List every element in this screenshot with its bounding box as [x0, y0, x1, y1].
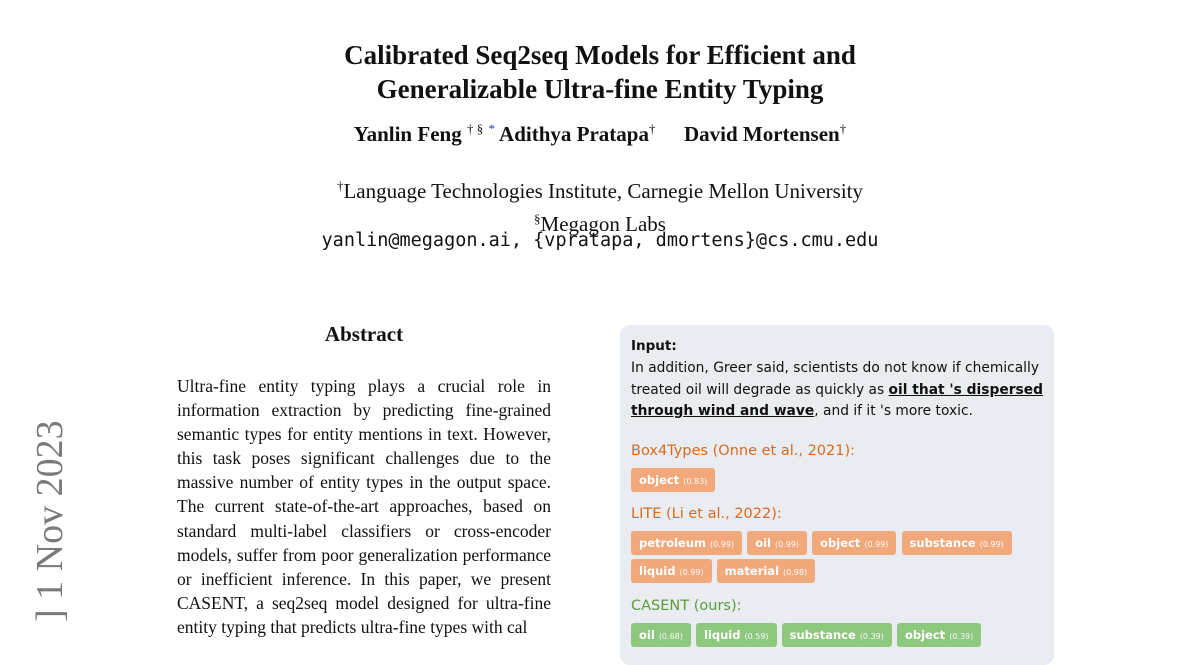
author-marks: † [648, 121, 656, 136]
type-tag: substance (0.99) [902, 531, 1012, 555]
entity-mention: oil that 's dispersed through wind and wave [631, 381, 1043, 419]
title-line-1: Calibrated Seq2seq Models for Efficient and [344, 40, 856, 70]
type-tag: oil (0.99) [747, 531, 807, 555]
input-label: Input: [631, 338, 677, 354]
example-figure [620, 325, 1054, 665]
type-tag: petroleum (0.99) [631, 531, 742, 555]
title-line-2: Generalizable Ultra-fine Entity Typing [376, 74, 824, 104]
author-name: Adithya Pratapa [499, 122, 649, 146]
author-name: Yanlin Feng [353, 122, 462, 146]
type-tag: oil (0.68) [631, 623, 691, 647]
affiliation-2: §Megagon Labs [534, 211, 666, 236]
tags-box4types [631, 468, 1046, 496]
author-name: David Mortensen [683, 122, 840, 146]
system-label-lite: LITE (Li et al., 2022): [631, 506, 782, 522]
author-marks: † § [466, 121, 484, 136]
paper-title [0, 38, 1200, 106]
tags-casent [631, 623, 1046, 651]
system-label-casent: CASENT (ours): [631, 598, 742, 614]
affiliation-1: †Language Technologies Institute, Carnegie Mellon University [336, 178, 863, 203]
type-tag: object (0.39) [897, 623, 981, 647]
tags-lite [631, 531, 1046, 587]
author-emails: yanlin@megagon.ai, {vpratapa, dmortens}@cs.cmu.edu [321, 230, 879, 251]
author-footnote-star[interactable]: * [488, 121, 495, 136]
type-tag: material (0.98) [717, 559, 815, 583]
type-tag: substance (0.39) [782, 623, 892, 647]
author-list [0, 121, 1200, 147]
type-tag: liquid (0.99) [631, 559, 712, 583]
type-tag: object (0.83) [631, 468, 715, 492]
abstract-heading: Abstract [324, 322, 404, 346]
system-label-box4types: Box4Types (Onne et al., 2021): [631, 443, 856, 459]
arxiv-stamp: ] 1 Nov 2023 [29, 420, 71, 622]
affiliations [0, 172, 1200, 238]
author-marks: † [839, 121, 847, 136]
abstract-text: Ultra-fine entity typing plays a crucial role in information extraction by predicting fine-grained semantic types for entity mentions in text. However, this task poses significant challenges due to the massive number of entity types in the output space. The current state-of-the-art approaches, based on standard multi-label classifiers or cross-encoder models, suffer from poor generalization performance or inefficient inference. In this paper, we present CASENT, a seq2seq model designed for ultra-fine entity typing that predicts ultra-fine types with cal [177, 376, 551, 637]
type-tag: liquid (0.59) [696, 623, 777, 647]
type-tag: object (0.99) [812, 531, 896, 555]
input-sentence: In addition, Greer said, scientists do not know if chemically treated oil will degrade as quickly as oil that 's dispersed through wind and wave, and if it 's more toxic. [631, 360, 1043, 419]
